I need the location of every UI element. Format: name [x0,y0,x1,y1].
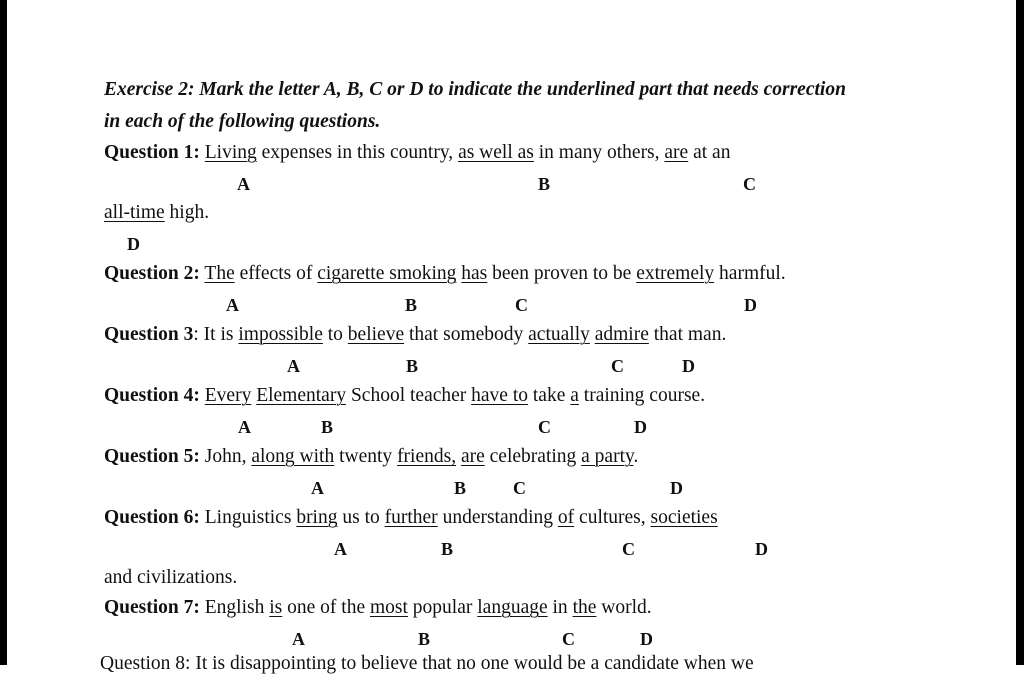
q2-option-b: cigarette smoking [317,263,457,284]
q7-option-a: is [269,597,283,618]
q1-letter-b: B [538,174,551,194]
question-2-text: Question 2: The effects of cigarette smoking has been proven to be extremely harmful. [104,263,786,284]
q4-option-d: a [570,385,579,406]
q6-letter-a: A [334,539,347,559]
q4-letter-c: C [538,417,551,437]
q1-letter-d: D [127,234,140,254]
q6-letter-c: C [622,539,635,559]
q6-option-b: further [384,507,438,528]
q3-letter-b: B [406,356,419,376]
q1-option-a: Living [204,142,257,163]
q6-option-a: bring [296,507,338,528]
q4-letter-d: D [634,417,647,437]
q3-option-b: believe [347,324,405,345]
q4-option-a: Every [204,385,252,406]
q2-option-a: The [204,263,235,284]
q4-letter-b: B [321,417,334,437]
q2-option-c: has [461,263,488,284]
q4-letter-a: A [238,417,251,437]
q7-option-d: the [572,597,597,618]
question-8-cutoff: Question 8: It is disappointing to believe that no one would be a candidate when we [100,653,754,674]
question-1-text: Question 1: Living expenses in this country, as well as in many others, are at an [104,142,731,163]
q1-letter-c: C [743,174,756,194]
q7-option-c: language [477,597,548,618]
q5-letter-d: D [670,478,683,498]
right-border [1016,0,1024,665]
exercise-title: Exercise 2: Mark the letter A, B, C or D to indicate the underlined part that needs correction [104,79,846,100]
left-border [0,0,7,665]
q1-option-c: are [664,142,689,163]
q5-letter-c: C [513,478,526,498]
q7-letter-b: B [418,629,431,649]
q6-letter-b: B [441,539,454,559]
q2-letter-d: D [744,295,757,315]
q7-letter-d: D [640,629,653,649]
q5-option-d: a party [581,446,634,467]
question-5-text: Question 5: John, along with twenty friends, are celebrating a party. [104,446,639,467]
question-1-text-cont: all-time high. [104,202,210,223]
q2-letter-a: A [226,295,239,315]
q1-letter-a: A [237,174,250,194]
exercise-title-cont: in each of the following questions. [104,111,381,132]
q7-letter-c: C [562,629,575,649]
q5-letter-a: A [311,478,324,498]
q2-letter-c: C [515,295,528,315]
q6-option-c: of [557,507,575,528]
question-7-text: Question 7: English is one of the most popular language in the world. [104,597,652,618]
q1-option-b: as well as [458,142,534,163]
q3-option-d: admire [594,324,649,345]
question-6-text: Question 6: Linguistics bring us to further understanding of cultures, societies [104,507,718,528]
q5-option-b: friends, [397,446,457,467]
question-6-text-cont: and civilizations. [104,567,238,588]
q7-option-b: most [369,597,408,618]
q4-option-b: Elementary [256,385,347,406]
q7-letter-a: A [292,629,305,649]
q5-letter-b: B [454,478,467,498]
q2-letter-b: B [405,295,418,315]
q4-option-c: have to [471,385,529,406]
q5-option-c: are [460,446,485,467]
q1-option-d: all-time [104,202,165,223]
q3-letter-c: C [611,356,624,376]
question-4-text: Question 4: Every Elementary School teacher have to take a training course. [104,385,706,406]
q3-option-c: actually [528,324,590,345]
q6-option-d: societies [650,507,718,528]
q2-option-d: extremely [636,263,715,284]
q3-letter-d: D [682,356,695,376]
q3-option-a: impossible [238,324,323,345]
q3-letter-a: A [287,356,300,376]
q5-option-a: along with [251,446,335,467]
question-3-text: Question 3: It is impossible to believe that somebody actually admire that man. [104,324,727,345]
q6-letter-d: D [755,539,768,559]
